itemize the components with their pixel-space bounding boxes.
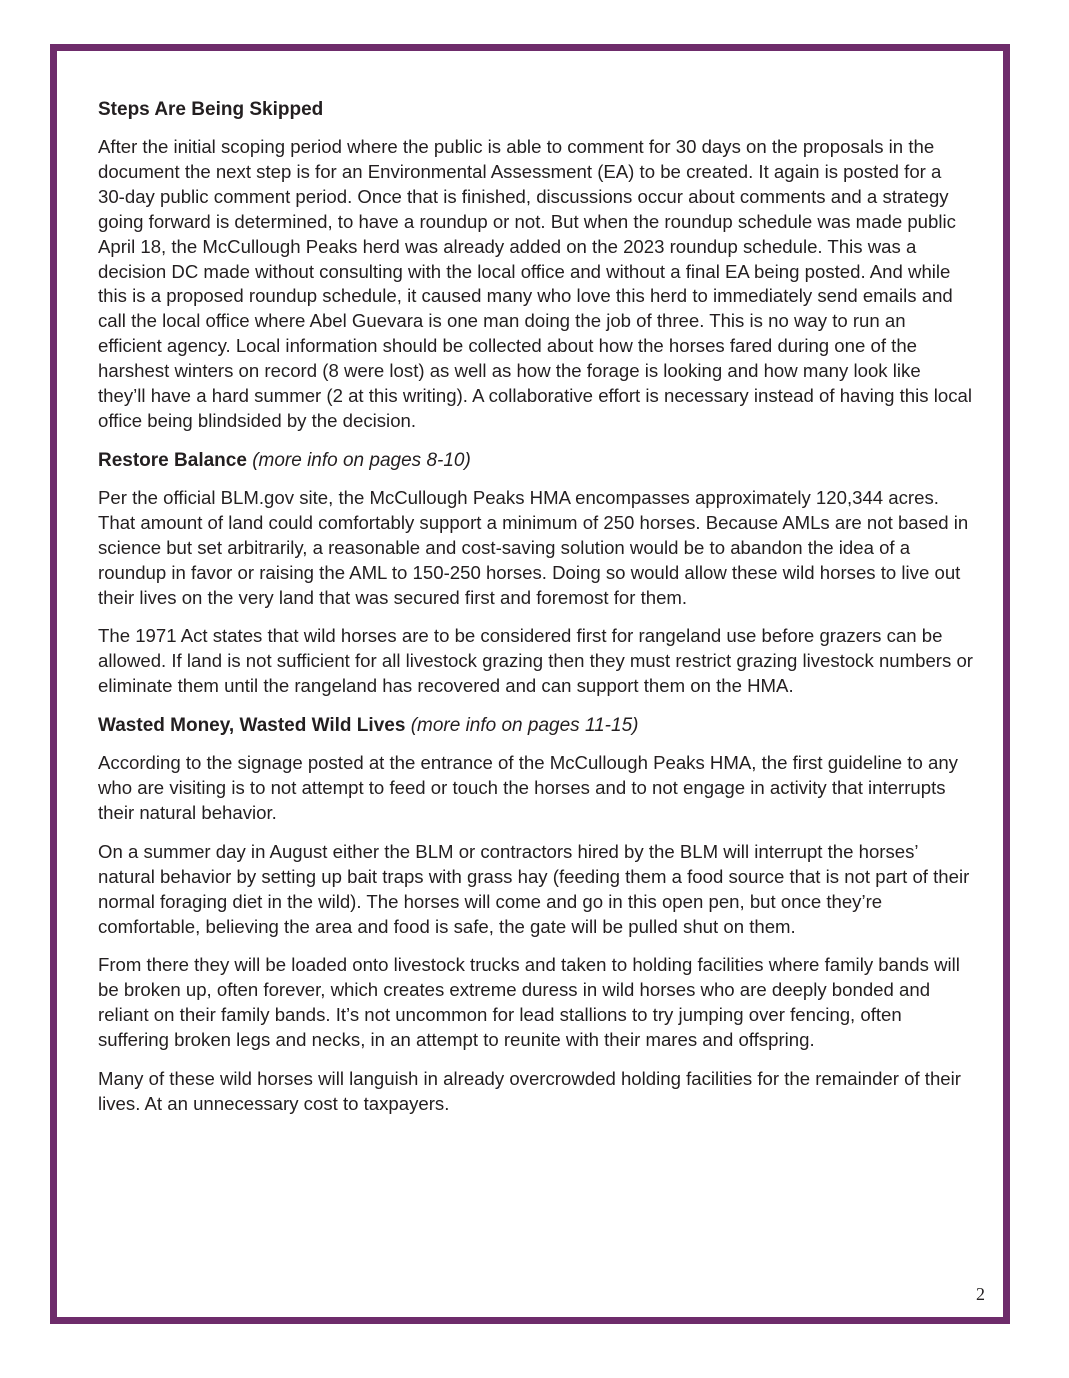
paragraph: After the initial scoping period where the public is able to comment for 30 days on the proposals in the document the next step is for an Environmental Assessment (EA) to be created. It again is posted for a 30-day public comment period. Once that is finished, discussions occur about comments and a strategy going forward is determined, to have a roundup or not. But when the roundup schedule was made public April 18, the McCullough Peaks herd was already added on the 2023 roundup schedule. This was a decision DC made without consulting with the local office and without a final EA being posted. And while this is a proposed roundup schedule, it caused many who love this herd to immediately send emails and call the local office where Abel Guevara is one man doing the job of three. This is no way to run an efficient agency. Local information should be collected about how the horses fared during one of the harshest winters on record (8 were lost) as well as how the forage is looking and how many look like they’ll have a hard summer (2 at this writing). A collaborative effort is necessary instead of having this local office being blindsided by the decision. (98, 136, 972, 431)
paragraph: On a summer day in August either the BLM or contractors hired by the BLM will interrupt the horses’ natural behavior by setting up bait traps with grass hay (feeding them a food source that is not part of their normal foraging diet in the wild). The horses will come and go in this open pen, but once they’re comfortable, believing the area and food is safe, the gate will be pulled shut on them. (98, 840, 970, 937)
page-frame (50, 44, 1010, 1324)
paragraph: From there they will be loaded onto livestock trucks and taken to holding facilities where family bands will be broken up, often forever, which creates extreme duress in wild horses who are deeply bonded and reliant on their family bands. It’s not uncommon for lead stallions to try jumping over fencing, often suffering broken legs and necks, in an attempt to reunite with their mares and offspring. (98, 954, 960, 1051)
section-heading-steps-skipped (98, 97, 973, 123)
paragraph: The 1971 Act states that wild horses are to be considered first for rangeland use before grazers can be allowed. If land is not sufficient for all livestock grazing then they must restrict grazing livestock numbers or eliminate them until the rangeland has recovered and can support them on the HMA. (98, 625, 973, 697)
paragraph: According to the signage posted at the entrance of the McCullough Peaks HMA, the first guideline to any who are visiting is to not attempt to feed or touch the horses and to not engage in activity that interrupts their natural behavior. (98, 752, 958, 823)
section-page-reference: (more info on pages 8-10) (252, 449, 471, 471)
section-page-reference: (more info on pages 11-15) (410, 715, 639, 737)
paragraph: Many of these wild horses will languish in already overcrowded holding facilities for the remainder of their lives. At an unnecessary cost to taxpayers. (98, 1068, 961, 1114)
section-heading-restore-balance (98, 448, 973, 474)
paragraph: Per the official BLM.gov site, the McCullough Peaks HMA encompasses approximately 120,344 acres. That amount of land could comfortably support a minimum of 250 horses. Because AMLs are not based in science but set arbitrarily, a reasonable and cost-saving solution would be to abandon the idea of a roundup in favor or raising the AML to 150-250 horses. Doing so would allow these wild horses to live out their lives on the very land that was secured first and foremost for them. (98, 486, 969, 608)
section-title: Wasted Money, Wasted Wild Lives (98, 715, 406, 737)
section-heading-wasted-money (98, 713, 973, 739)
section-title: Restore Balance (98, 449, 247, 471)
document-body (98, 97, 973, 1131)
page-number: 2 (976, 1284, 985, 1304)
section-title: Steps Are Being Skipped (98, 99, 324, 120)
